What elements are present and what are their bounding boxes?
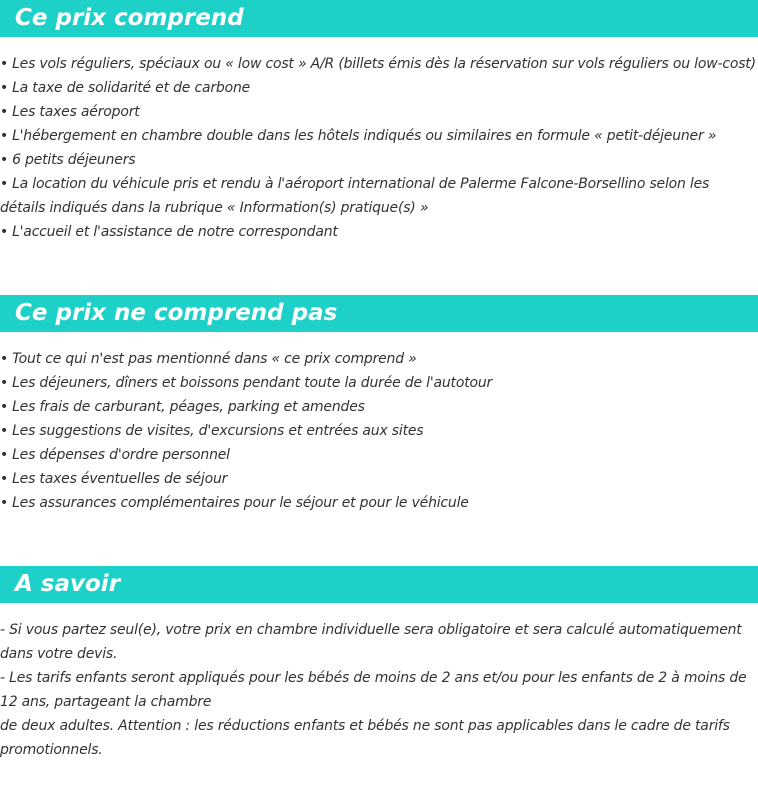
section-header-included xyxy=(0,0,758,37)
list-item: • L'accueil et l'assistance de notre correspondant xyxy=(0,224,338,240)
bullet-icon: • xyxy=(0,128,9,144)
section-header-not-included xyxy=(0,295,758,332)
good-to-know-list xyxy=(0,618,758,762)
list-item: de deux adultes. Attention : les réductions enfants et bébés ne sont pas applicables dans le cadre de tarifs promotionnels. xyxy=(0,718,730,758)
bullet-icon: • xyxy=(0,423,9,439)
list-item: • La location du véhicule pris et rendu à l'aéroport international de Palerme Falcone-Borsellino selon les détails indiqués dans la rubrique « Information(s) pratique(s) » xyxy=(0,176,710,216)
list-item: • 6 petits déjeuners xyxy=(0,152,136,168)
bullet-icon: • xyxy=(0,176,9,192)
list-item: • Les frais de carburant, péages, parking et amendes xyxy=(0,399,365,415)
bullet-icon: • xyxy=(0,104,9,120)
list-item: • Les suggestions de visites, d'excursions et entrées aux sites xyxy=(0,423,424,439)
bullet-icon: • xyxy=(0,375,9,391)
bullet-icon: • xyxy=(0,495,9,511)
section-title-not-included: Ce prix ne comprend pas xyxy=(15,300,338,326)
list-item: • Les déjeuners, dîners et boissons pendant toute la durée de l'autotour xyxy=(0,375,493,391)
list-item: • Les taxes éventuelles de séjour xyxy=(0,471,228,487)
bullet-icon: • xyxy=(0,80,9,96)
section-header-good-to-know xyxy=(0,566,758,603)
list-item: • Tout ce qui n'est pas mentionné dans « ce prix comprend » xyxy=(0,351,417,367)
bullet-icon: • xyxy=(0,224,9,240)
bullet-icon: • xyxy=(0,399,9,415)
included-list xyxy=(0,52,758,244)
list-item: • Les taxes aéroport xyxy=(0,104,140,120)
list-item: • La taxe de solidarité et de carbone xyxy=(0,80,251,96)
list-item: • Les dépenses d'ordre personnel xyxy=(0,447,230,463)
bullet-icon: • xyxy=(0,56,9,72)
bullet-icon: • xyxy=(0,152,9,168)
bullet-icon: • xyxy=(0,351,9,367)
section-title-good-to-know: A savoir xyxy=(15,571,121,597)
bullet-icon: • xyxy=(0,471,9,487)
section-title-included: Ce prix comprend xyxy=(15,5,244,31)
list-item: • Les assurances complémentaires pour le séjour et pour le véhicule xyxy=(0,495,469,511)
list-item: • L'hébergement en chambre double dans les hôtels indiqués ou similaires en formule « petit-déjeuner » xyxy=(0,128,717,144)
not-included-list xyxy=(0,347,758,515)
list-item: • Les vols réguliers, spéciaux ou « low cost » A/R (billets émis dès la réservation sur vols réguliers ou low-cost) xyxy=(0,56,756,72)
list-item: - Les tarifs enfants seront appliqués pour les bébés de moins de 2 ans et/ou pour les enfants de 2 à moins de 12 ans, partageant la chambre xyxy=(0,670,747,710)
bullet-icon: • xyxy=(0,447,9,463)
list-item: - Si vous partez seul(e), votre prix en chambre individuelle sera obligatoire et sera calculé automatiquement dans votre devis. xyxy=(0,622,742,662)
